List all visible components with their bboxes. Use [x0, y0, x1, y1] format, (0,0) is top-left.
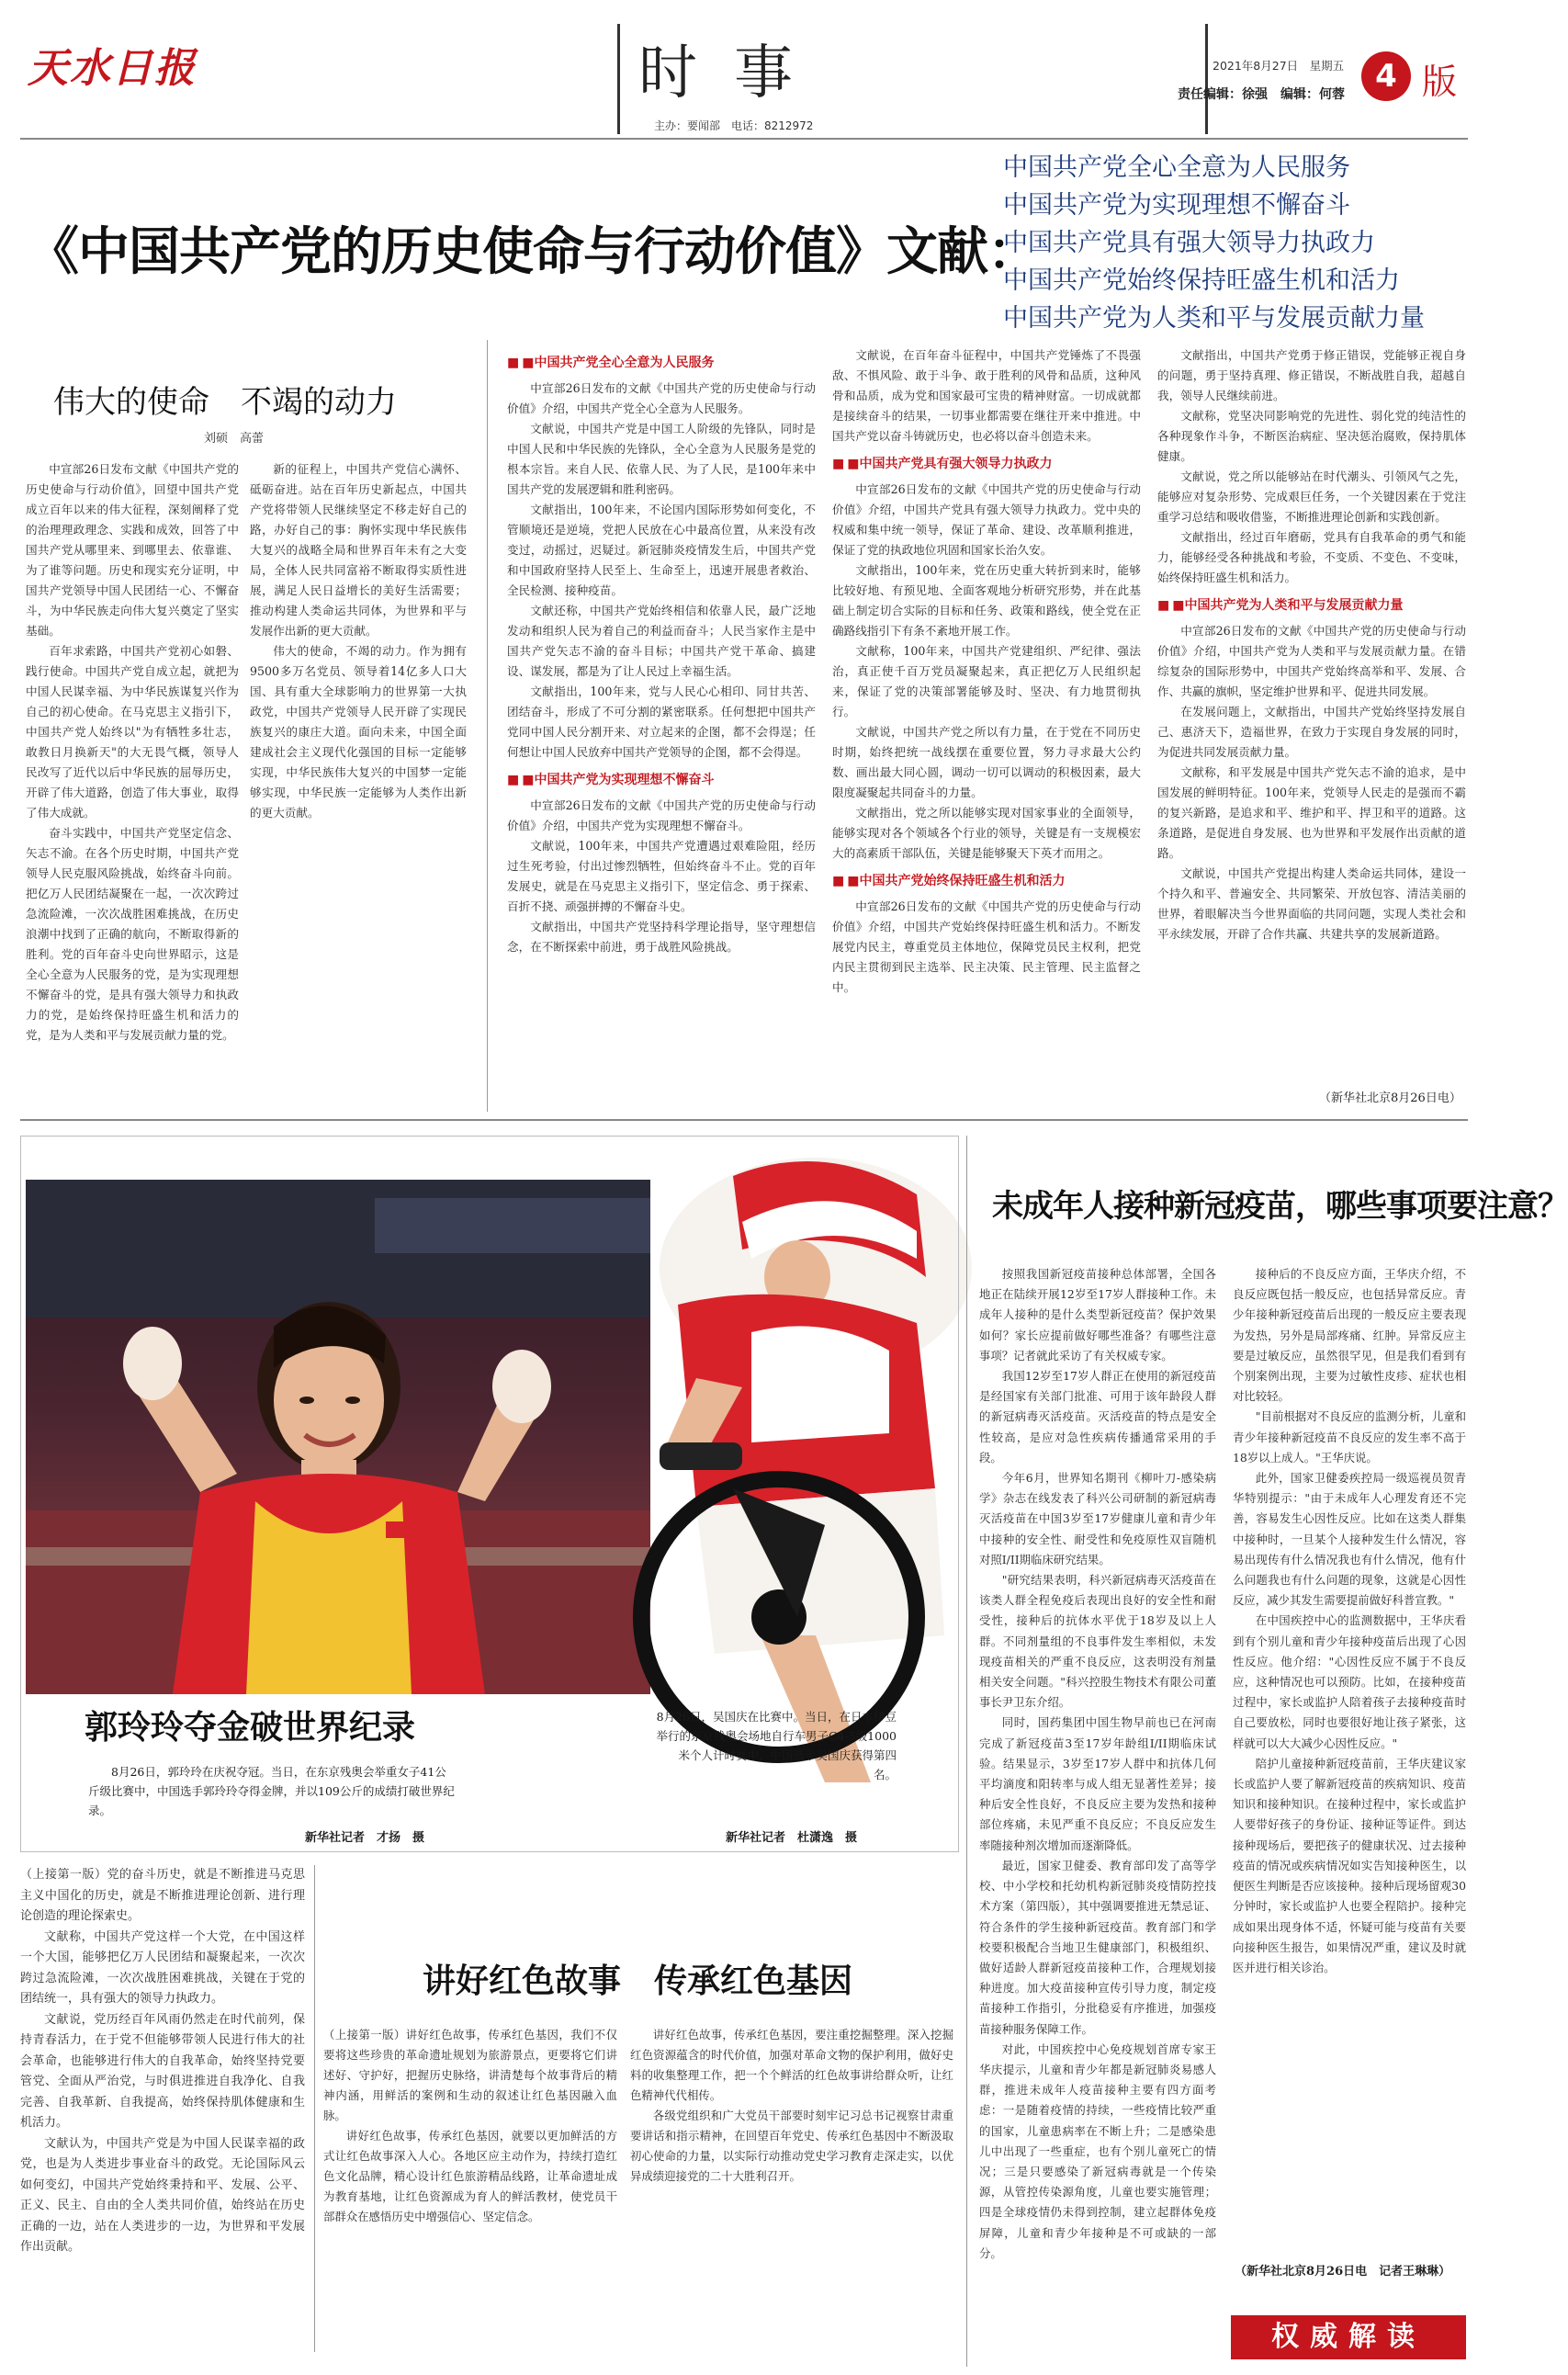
continued-label: （上接第一版） [20, 1868, 107, 1882]
vaccine-column-1 [979, 1264, 1216, 2358]
body-paragraph: 中宣部26日发布的文献《中国共产党的历史使命与行动价值》介绍，中国共产党具有强大领导力执政力。党中央的权威和集中统一领导，保证了革命、建设、改革顺利推进，保证了党的执政地位巩固和国家长治久安。 [832, 482, 1141, 557]
masthead-rule [20, 138, 1468, 140]
authoritative-badge [1231, 2315, 1466, 2359]
vaccine-paragraph: 对此，中国疾控中心免疫规划首席专家王华庆提示，儿童和青少年都是新冠肺炎易感人群，推进未成年人疫苗接种主要有四方面考虑：一是随着疫情的持续，一些疫情比较严重的国家，儿童患病率在不断上升；二是感染患儿中出现了一些重症，也有个别儿童死亡的情况；三是只要感染了新冠病毒就是一个传染源，从管控传染源角度，儿童也要实施管理；四是全球疫情仍未得到控制，建立起群体免疫屏障，儿童和青少年接种是不可或缺的一部分。 [979, 2041, 1216, 2260]
point-2: 中国共产党为实现理想不懈奋斗 [1003, 191, 1350, 220]
red-story-label: （上接第一版） [323, 2028, 406, 2041]
continued-text: 党的奋斗历史，就是不断推进马克思主义中国化的历史，就是不断推进理论创新、进行理论创造的理论探索史。 [20, 1868, 305, 1923]
body-paragraph: 文献指出，党之所以能够实现对国家事业的全面领导，能够实现对各个领域各个行业的领导，关键是有一支规模宏大的高素质干部队伍，关键是能够聚天下英才而用之。 [832, 806, 1141, 860]
vaccine-paragraph: 我国12岁至17岁人群正在使用的新冠疫苗是经国家有关部门批准、可用于该年龄段人群的新冠病毒灭活疫苗。灭活疫苗的特点是安全性较高，是应对急性疾病传播通常采用的手段。 [979, 1369, 1216, 1465]
vaccine-paragraph: 同时，国药集团中国生物早前也已在河南完成了新冠疫苗3至17岁年龄组I/II期临床试验。结果显示，3岁至17岁人群中和抗体几何平均滴度和阳转率与成人组无显著性差异；接种后安全性良好，不良反应主要为发热和接种部位疼痛，未见严重不良反应；不良反应发生率随接种剂次增加而逐渐降低。 [979, 1715, 1216, 1852]
vaccine-paragraph: "目前根据对不良反应的监测分析，儿童和青少年接种新冠疫苗不良反应的发生率不高于18岁以上成人。"王华庆说。 [1233, 1409, 1466, 1465]
point-5: 中国共产党为人类和平与发展贡献力量 [1003, 304, 1425, 333]
newspaper-logo: 天水日报 [28, 45, 197, 92]
commentary-paragraph: 奋斗实践中，中国共产党坚定信念、矢志不渝。在各个历史时期，中国共产党领导人民克服风险挑战，始终奋斗向前。把亿万人民团结凝聚在一起，一次次跨过急流险滩，一次次战胜困难挑战，在历史浪潮中找到了正确的航向，不断取得新的胜利。党的百年奋斗史向世界昭示，这是全心全意为人民服务的党，是为实现理想不懈奋斗的党，是具有强大领导力和执政力的党，是始终保持旺盛生机和活力的党，是为人类和平与发展贡献力量的党。 [26, 826, 239, 1042]
continued-paragraph: 文献称，中国共产党这样一个大党，在中国这样一个大国，能够把亿万人民团结和凝聚起来，一次次跨过急流险滩，一次次战胜困难挑战，关键在于党的团结统一，具有强大的领导力执政力。 [20, 1929, 305, 2006]
vaccine-column-2 [1233, 1264, 1466, 2256]
point-3: 中国共产党具有强大领导力执政力 [1003, 229, 1375, 257]
subheading-peace: ■ ■中国共产党为人类和平与发展贡献力量 [1157, 594, 1466, 617]
red-story-column-2 [630, 2025, 953, 2365]
editor-line: 主办：要闻部 电话：8212972 [654, 119, 814, 132]
body-paragraph: 文献说，中国共产党提出构建人类命运共同体，建设一个持久和平、普遍安全、共同繁荣、开放包容、清洁美丽的世界，着眼解决当今世界面临的共同问题，实现人类社会和平永续发展，开辟了合作共赢、共建共享的发展新道路。 [1157, 866, 1466, 941]
body-paragraph: 文献说，100年来，中国共产党遭遇过艰难险阻，经历过生死考验，付出过惨烈牺牲，但始终奋斗不止。党的百年发展史，就是在马克思主义指引下，坚定信念、勇于探索、百折不挠、顽强拼搏的不懈奋斗史。 [507, 839, 816, 913]
red-story-text: 讲好红色故事，传承红色基因，我们不仅要将这些珍贵的革命遗址规划为旅游景点，更要将它们讲述好、守护好，把握历史脉络，讲清楚每个故事背后的精神内涵，用鲜活的案例和生动的叙述让红色基因融入血脉。 [323, 2028, 618, 2122]
continued-paragraph: 文献认为，中国共产党是为中国人民谋幸福的政党，也是为人类进步事业奋斗的政党。无论国际风云如何变幻，中国共产党始终秉持和平、发展、公平、正义、民主、自由的全人类共同价值，始终站在历史正确的一边，站在人类进步的一边，为世界和平发展作出贡献。 [20, 2136, 305, 2254]
commentary-paragraph: 中宣部26日发布文献《中国共产党的历史使命与行动价值》，回望中国共产党成立百年以来的伟大征程，深刻阐释了党的治理理政理念、实践和成效，回答了中国共产党从哪里来、到哪里去、依靠谁、为了谁等问题。历史和现实充分证明，中国共产党领导中国人民团结一心、不懈奋斗，为中华民族走向伟大复兴奠定了坚实基础。 [26, 462, 239, 638]
red-story-paragraph: 讲好红色故事，传承红色基因，要注重挖掘整理。深入挖掘红色资源蕴含的时代价值，加强对革命文物的保护利用，做好史料的收集整理工作，把一个个鲜活的红色故事讲给群众听，让红色精神代代相传。 [630, 2028, 953, 2102]
body-paragraph: 文献指出，100年来，党在历史重大转折到来时，能够比较好地、有预见地、全面客观地分析研究形势，并在此基础上制定切合实际的目标和任务、政策和路线，使全党在正确路线指引下有条不紊地开展工作。 [832, 563, 1141, 638]
body-paragraph: 中宣部26日发布的文献《中国共产党的历史使命与行动价值》介绍，中国共产党为人类和平与发展贡献力量。在错综复杂的国际形势中，中国共产党始终高举和平、发展、合作、共赢的旗帜，坚定维护世界和平、促进共同发展。 [1157, 624, 1466, 698]
masthead-divider-left [617, 24, 620, 134]
vaccine-paragraph: 在中国疾控中心的监测数据中，王华庆看到有个别儿童和青少年接种疫苗后出现了心因性反应。他介绍："心因性反应不属于不良反应，这种情况也可以预防。比如，在接种疫苗过程中，家长或监护人陪着孩子去接种疫苗时自己要放松，同时也要很好地让孩子紧张，这样就可以大大减少心因性反应。" [1233, 1613, 1466, 1750]
red-story-paragraph: 各级党组织和广大党员干部要时刻牢记习总书记视察甘肃重要讲话和指示精神，在回望百年党史、传承红色基因中不断汲取初心使命的力量，以实际行动推动党史学习教育走深走实，以优异成绩迎接党的二十大胜利召开。 [630, 2109, 953, 2183]
commentary-paragraph: 百年求索路，中国共产党初心如磐、践行使命。中国共产党自成立起，就把为中国人民谋幸福、为中华民族谋复兴作为自己的初心使命。在马克思主义指引下，中国共产党人始终以"为有牺牲多壮志，敢教日月换新天"的大无畏气概，领导人民改写了近代以后中华民族的屈辱历史，开辟了伟大道路，创造了伟大事业，取得了伟大成就。 [26, 644, 239, 820]
photo2-caption: 8月26日，吴国庆在比赛中。当日，在日本伊豆举行的东京残奥会场地自行车男子C4-5级1000米个人计时赛中，中国选手吴国庆获得第四名。 [656, 1710, 897, 1781]
masthead-divider-right [1205, 24, 1208, 134]
commentary-column-2 [250, 459, 467, 1103]
body-paragraph: 文献说，中国共产党是中国工人阶级的先锋队，同时是中国人民和中华民族的先锋队，全心全意为人民服务是党的根本宗旨。来自人民、依靠人民、为了人民，是100年来中国共产党的发展逻辑和胜利密码。 [507, 422, 816, 496]
body-paragraph: 中宣部26日发布的文献《中国共产党的历史使命与行动价值》介绍，中国共产党为实现理想不懈奋斗。 [507, 798, 816, 832]
photo1-caption: 8月26日，郭玲玲在庆祝夺冠。当日，在东京残奥会举重女子41公斤级比赛中，中国选手郭玲玲夺得金牌，并以109公斤的成绩打破世界纪录。 [88, 1765, 455, 1817]
red-story-paragraph [323, 2025, 617, 2126]
commentary-paragraph: 伟大的使命，不竭的动力。作为拥有9500多万名党员、领导着14亿多人口大国、具有重大全球影响力的世界第一大执政党，中国共产党领导人民开辟了实现民族复兴的康庄大道。面向未来，中国全面建成社会主义现代化强国的目标一定能够实现，中华民族伟大复兴的中国梦一定能够实现，中华民族一定能够为人类作出新的更大贡献。 [250, 644, 467, 820]
body-paragraph: 文献说，党之所以能够站在时代潮头、引领风气之先，能够应对复杂形势、完成艰巨任务，一个关键因素在于党注重学习总结和吸收借鉴，不断推进理论创新和实践创新。 [1157, 469, 1466, 524]
vaccine-paragraph: "研究结果表明，科兴新冠病毒灭活疫苗在该类人群全程免疫后表现出良好的安全性和耐受性，接种后的抗体水平优于18岁及以上人群。不同剂量组的不良事件发生率相似，未发现疫苗相关的严重不良反应，这表明没有剂量相关安全问题。"科兴控股生物技术有限公司董事长尹卫东介绍。 [979, 1573, 1216, 1710]
subheading-vitality: ■ ■中国共产党始终保持旺盛生机和活力 [832, 869, 1141, 893]
continued-paragraph: 文献说，党历经百年风雨仍然走在时代前列，保持青春活力，在于党不但能够带领人民进行伟大的社会革命，也能够进行伟大的自我革命，始终坚持党要管党、全面从严治党，与时俱进推进自我净化、自我完善、自我革新、自我提高，始终保持肌体健康和生机活力。 [20, 2012, 305, 2130]
point-1: 中国共产党全心全意为人民服务 [1003, 153, 1350, 182]
subheading-serve-people: ■ ■中国共产党全心全意为人民服务 [507, 351, 816, 375]
continued-column [20, 1865, 305, 2361]
commentary-authors: 刘硕 高蕾 [204, 432, 265, 446]
section-rule [20, 1119, 1468, 1121]
vaccine-paragraph: 接种后的不良反应方面，王华庆介绍，不良反应既包括一般反应，也包括异常反应。青少年接种新冠疫苗后出现的一般反应主要表现为发热，另外是局部疼痛、红肿。异常反应主要是过敏反应，虽然很罕见，但是我们看到有个别案例出现，主要为过敏性皮疹、症状也相对比较轻。 [1233, 1267, 1466, 1404]
body-paragraph: 中宣部26日发布的文献《中国共产党的历史使命与行动价值》介绍，中国共产党始终保持旺盛生机和活力。不断发展党内民主，尊重党员主体地位，保障党员民主权利，把党内民主贯彻到民主选举、民主决策、民主管理、民主监督之中。 [832, 899, 1141, 994]
editor-staff: 责任编辑：徐强 编辑：何蓉 [1178, 87, 1345, 102]
top-story-points [1003, 149, 1425, 337]
top-story-headline: 《中国共产党的历史使命与行动价值》文献： [28, 221, 1038, 282]
point-4: 中国共产党始终保持旺盛生机和活力 [1003, 266, 1400, 295]
column-divider [487, 340, 488, 1112]
body-paragraph: 文献称，党坚决同影响党的先进性、弱化党的纯洁性的各种现象作斗争，不断医治病症、坚决惩治腐败，保持肌体健康。 [1157, 409, 1466, 463]
vaccine-paragraph: 陪护儿童接种新冠疫苗前，王华庆建议家长或监护人要了解新冠疫苗的疾病知识、疫苗知识和接种知识。在接种过程中，家长或监护人要带好孩子的身份证、接种证等证件。到达接种现场后，要把孩子的健康状况、过去接种疫苗的情况或疾病情况如实告知接种医生，以便医生判断是否应该接种。接种后现场留观30分钟时，家长或监护人也要全程陪护。接种完成如果出现身体不适，怀疑可能与疫苗有关要向接种医生报告，如果情况严重，建议及时就医并进行相关诊治。 [1233, 1756, 1466, 1974]
photo1-title: 郭玲玲夺金破世界纪录 [85, 1708, 416, 1747]
body-paragraph: 文献指出，100年来，不论国内国际形势如何变化，不管顺境还是逆境，党把人民放在心中最高位置，从来没有改变过，动摇过，迟疑过。新冠肺炎疫情发生后，中国共产党和中国政府坚持人民至上、生命至上，迅速开展患者救治、全民检测、接种疫苗。 [507, 503, 816, 597]
issue-date: 2021年8月27日 星期五 [1213, 59, 1345, 73]
body-paragraph: 中宣部26日发布的文献《中国共产党的历史使命与行动价值》介绍，中国共产党全心全意为人民服务。 [507, 381, 816, 415]
body-paragraph: 文献指出，中国共产党坚持科学理论指导，坚守理想信念，在不断探索中前进，勇于战胜风险挑战。 [507, 920, 816, 954]
photo-box-border [20, 1136, 959, 1852]
vaccine-headline: 未成年人接种新冠疫苗，哪些事项要注意？ [992, 1188, 1568, 1225]
red-story-column-1 [323, 2025, 617, 2365]
body-paragraph: 文献指出，中国共产党勇于修正错误，党能够正视自身的问题，勇于坚持真理、修正错误，不断战胜自我，超越自我，领导人民继续前进。 [1157, 348, 1466, 402]
body-paragraph: 文献称，和平发展是中国共产党矢志不渝的追求，是中国发展的鲜明特征。100年来，党领导人民走的是强而不霸的复兴新路，是追求和平、维护和平、捍卫和平的道路。这条道路，是促进自身发展、也为世界和平发展作出贡献的道路。 [1157, 765, 1466, 860]
vaccine-credit: （新华社北京8月26日电 记者王琳琳） [1235, 2265, 1451, 2279]
page-suffix: 版 [1422, 62, 1458, 102]
body-paragraph: 在发展问题上，文献指出，中国共产党始终坚持发展自己、惠济天下，造福世界，在致力于实现自身发展的同时，为促进共同发展贡献力量。 [1157, 705, 1466, 759]
body-paragraph: 文献指出，经过百年磨砺，党具有自我革命的勇气和能力，能够经受各种挑战和考验，不变质、不变色、不变味，始终保持旺盛生机和活力。 [1157, 530, 1466, 584]
subheading-ideals: ■ ■中国共产党为实现理想不懈奋斗 [507, 768, 816, 792]
commentary-column-1 [26, 459, 239, 1103]
body-paragraph: 文献还称，中国共产党始终相信和依靠人民，最广泛地发动和组织人民为着自己的利益而奋斗；人民当家作主是中国共产党矢志不渝的奋斗目标；中国共产党干革命、搞建设、谋发展，都是为了让人民过上幸福生活。 [507, 604, 816, 678]
column-divider [966, 1136, 967, 2367]
column-divider [314, 1865, 315, 2352]
badge-label: 权威解读 [1271, 2321, 1426, 2353]
vaccine-paragraph: 最近，国家卫健委、教育部印发了高等学校、中小学校和托幼机构新冠肺炎疫情防控技术方案（第四版），其中强调要推进无禁忌证、符合条件的学生接种新冠疫苗。教育部门和学校要积极配合当地卫生健康部门，积极组织、做好适龄人群新冠疫苗接种工作，合理规划接种进度。加大疫苗接种宣传引导力度，制定疫苗接种工作指引，分批稳妥有序推进，加强疫苗接种服务保障工作。 [979, 1858, 1216, 2036]
page-number-badge [1361, 51, 1411, 101]
red-story-headline: 讲好红色故事 传承红色基因 [423, 1962, 853, 2000]
photo1-credit: 新华社记者 才扬 摄 [305, 1831, 425, 1845]
commentary-headline: 伟大的使命 不竭的动力 [53, 384, 397, 421]
commentary-paragraph: 新的征程上，中国共产党信心满怀、砥砺奋进。站在百年历史新起点，中国共产党将带领人民继续坚定不移走好自己的路，办好自己的事：胸怀实现中华民族伟大复兴的战略全局和世界百年未有之大变局，全体人民共同富裕不断取得实质性进展，满足人民日益增长的美好生活需要；推动构建人类命运共同体，为世界和平与发展作出新的更大贡献。 [250, 462, 467, 638]
top-story-column-2 [832, 345, 1141, 1108]
photo2-credit: 新华社记者 杜潇逸 摄 [726, 1831, 858, 1845]
top-story-credit: （新华社北京8月26日电） [1319, 1091, 1461, 1105]
page-number: 4 [1375, 58, 1397, 95]
top-story-column-1 [507, 345, 816, 1108]
vaccine-paragraph: 按照我国新冠疫苗接种总体部署，全国各地正在陆续开展12岁至17岁人群接种工作。未成年人接种的是什么类型新冠疫苗？保护效果如何？家长应提前做好哪些准备？有哪些注意事项？记者就此采访了有关权威专家。 [979, 1267, 1216, 1363]
vaccine-paragraph: 此外，国家卫健委疾控局一级巡视员贺青华特别提示："由于未成年人心理发育还不完善，容易发生心因性反应。比如在这类人群集中接种时，一旦某个人接种发生什么情况，容易出现传有什么情况我也有什么情况，他有什么问题我也有什么问题的现象，这就是心因性反应，减少其发生需要提前做好科普宣教。" [1233, 1471, 1466, 1608]
section-title: 时事 [638, 40, 829, 107]
vaccine-paragraph: 今年6月，世界知名期刊《柳叶刀-感染病学》杂志在线发表了科兴公司研制的新冠病毒灭活疫苗在中国3岁至17岁健康儿童和青少年中接种的安全性、耐受性和免疫原性双盲随机对照I/II期临床研究结果。 [979, 1471, 1216, 1566]
top-story-column-3 [1157, 345, 1466, 1090]
body-paragraph: 文献说，在百年奋斗征程中，中国共产党锤炼了不畏强敌、不惧风险、敢于斗争、敢于胜利的风骨和品质，这种风骨和品质，成为党和国家最可宝贵的精神财富。一切成就都是接续奋斗的结果，一切事业都需要在继往开来中推进。中国共产党以奋斗铸就历史，也必将以奋斗创造未来。 [832, 348, 1141, 443]
body-paragraph: 文献指出，100年来，党与人民心心相印、同甘共苦、团结奋斗，形成了不可分割的紧密联系。任何想把中国共产党同中国人民分割开来、对立起来的企图，都不会得逞；任何想让中国人民放弃中国共产党领导的企图，都不会得逞。 [507, 684, 816, 759]
body-paragraph: 文献说，中国共产党之所以有力量，在于党在不同历史时期，始终把统一战线摆在重要位置，努力寻求最大公约数、画出最大同心圆，调动一切可以调动的积极因素，最大限度凝聚起共同奋斗的力量。 [832, 725, 1141, 799]
body-paragraph: 文献称，100年来，中国共产党建组织、严纪律、强法治，真正使千百万党员凝聚起来，真正把亿万人民组织起来，保证了党的决策部署能够及时、坚决、有力地贯彻执行。 [832, 644, 1141, 718]
red-story-paragraph: 讲好红色故事，传承红色基因，就要以更加鲜活的方式让红色故事深入人心。各地区应主动作为，持续打造红色文化品牌，精心设计红色旅游精品线路，让革命遗址成为教育基地，让红色资源成为育人的鲜活教材，使党员干部群众在感悟历史中增强信心、坚定信念。 [323, 2129, 617, 2223]
continued-paragraph [20, 1865, 305, 1928]
subheading-leadership: ■ ■中国共产党具有强大领导力执政力 [832, 452, 1141, 476]
